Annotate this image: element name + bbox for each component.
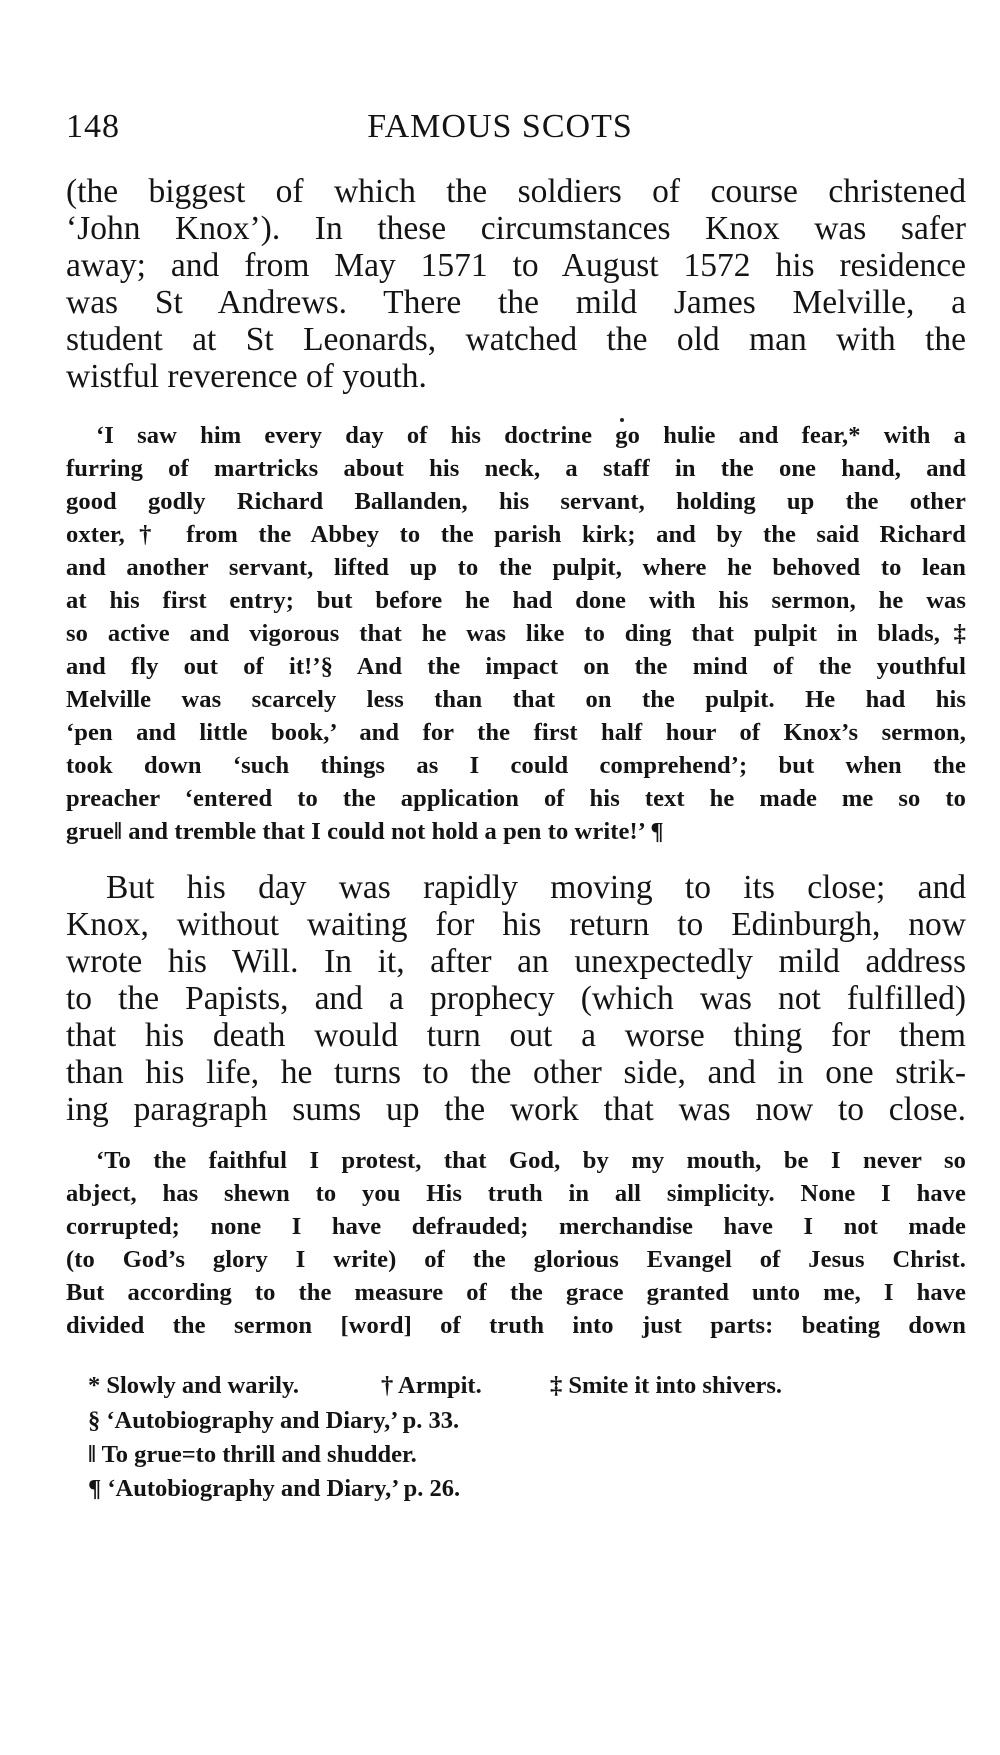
page-header <box>0 108 1000 152</box>
quote-line: ‘To the faithful I protest, that God, by my mouth, be I never so <box>96 1147 966 1174</box>
text-line: was St Andrews. There the mild James Melville, a <box>66 284 966 321</box>
quote-line: grue‖ and tremble that I could not hold a pen to write!’ ¶ <box>66 818 664 845</box>
quote-line: ‘I saw him every day of his doctrine go hulie and fear,* with a <box>96 422 966 449</box>
quote-line: preacher ‘entered to the application of his text he made me so to <box>66 785 966 812</box>
text-line: wrote his Will. In it, after an unexpectedly mild address <box>66 943 966 980</box>
text-line: student at St Leonards, watched the old man with the <box>66 321 966 358</box>
footnote-dagger: † Armpit. <box>381 1372 482 1399</box>
text-line: wistful reverence of youth. <box>66 358 427 395</box>
quote-line: took down ‘such things as I could comprehend’; but when the <box>66 752 966 779</box>
quote-line: (to God’s glory I write) of the glorious Evangel of Jesus Christ. <box>66 1246 966 1273</box>
quote-line: Melville was scarcely less than that on the pulpit. He had his <box>66 686 966 713</box>
quote-line: abject, has shewn to you His truth in all simplicity. None I have <box>66 1180 966 1207</box>
text-line: But his day was rapidly moving to its close; and <box>106 869 966 906</box>
text-line: Knox, without waiting for his return to Edinburgh, now <box>66 906 966 943</box>
footnote-pilcrow: ¶ ‘Autobiography and Diary,’ p. 26. <box>88 1475 461 1502</box>
text-line: ‘John Knox’). In these circumstances Knox was safer <box>66 210 966 247</box>
quote-line: oxter,† from the Abbey to the parish kirk; and by the said Richard <box>66 521 966 548</box>
quote-line: But according to the measure of the grace granted unto me, I have <box>66 1279 966 1306</box>
quote-line: ‘pen and little book,’ and for the first half hour of Knox’s sermon, <box>66 719 966 746</box>
quote-line: corrupted; none I have defrauded; merchandise have I not made <box>66 1213 966 1240</box>
footnote-star: * Slowly and warily. <box>88 1372 300 1399</box>
quote-line: so active and vigorous that he was like to ding that pulpit in blads,‡ <box>66 620 966 647</box>
quote-line: at his first entry; but before he had done with his sermon, he was <box>66 587 966 614</box>
text-line: ing paragraph sums up the work that was now to close. <box>66 1091 966 1128</box>
quote-line: good godly Richard Ballanden, his servant, holding up the other <box>66 488 966 515</box>
text-line: to the Papists, and a prophecy (which was not fulfilled) <box>66 980 966 1017</box>
quote-line: and another servant, lifted up to the pulpit, where he behoved to lean <box>66 554 966 581</box>
running-head: FAMOUS SCOTS <box>367 108 633 145</box>
footnote-parallel: ‖ To grue=to thrill and shudder. <box>88 1441 417 1468</box>
footnote-double-dagger: ‡ Smite it into shivers. <box>550 1372 783 1399</box>
footnote-section: § ‘Autobiography and Diary,’ p. 33. <box>88 1407 460 1434</box>
text-line: that his death would turn out a worse thing for them <box>66 1017 966 1054</box>
page-number: 148 <box>66 108 120 145</box>
text-line: than his life, he turns to the other side, and in one strik- <box>66 1054 966 1091</box>
quote-line: furring of martricks about his neck, a staff in the one hand, and <box>66 455 966 482</box>
text-line: away; and from May 1571 to August 1572 his residence <box>66 247 966 284</box>
text-line: (the biggest of which the soldiers of course christened <box>66 173 966 210</box>
quote-line: divided the sermon [word] of truth into just parts: beating down <box>66 1312 966 1339</box>
quote-line: and fly out of it!’§ And the impact on the mind of the youthful <box>66 653 966 680</box>
